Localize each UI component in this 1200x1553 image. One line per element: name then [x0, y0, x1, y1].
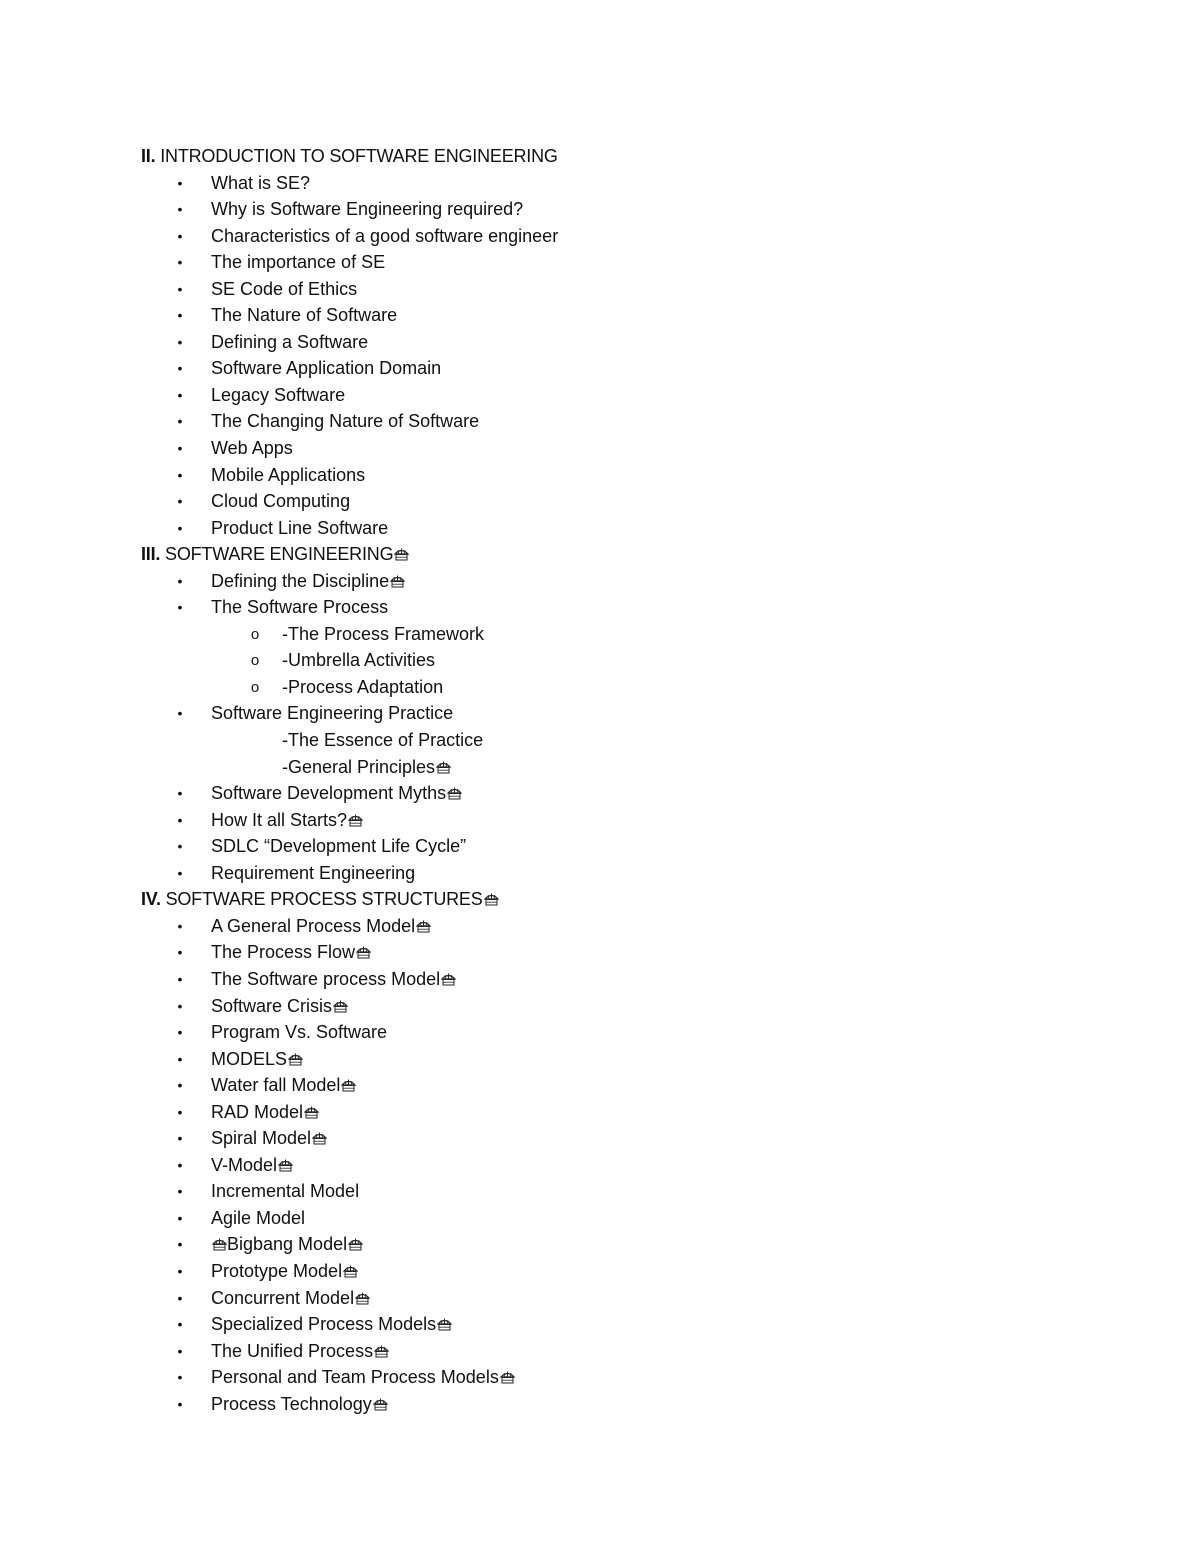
section-number: II.: [141, 146, 156, 166]
list-item: [0, 727, 1200, 754]
list-item-text: Water fall Model: [211, 1075, 341, 1096]
list-item: [0, 1391, 1200, 1418]
list-item: [0, 408, 1200, 435]
list-item-text: Defining the Discipline: [211, 570, 390, 591]
list-item: [0, 1338, 1200, 1365]
umbrella-glyph-icon: [484, 892, 499, 906]
list-item: [0, 170, 1200, 197]
sub-bullet-marker: o: [250, 625, 260, 643]
list-item: [0, 833, 1200, 860]
list-item: [0, 1364, 1200, 1391]
list-item-text: Software Engineering Practice: [211, 703, 454, 724]
umbrella-glyph-icon: [341, 1078, 356, 1092]
bullet-marker: •: [177, 1077, 183, 1094]
list-item: [0, 276, 1200, 303]
list-item: [0, 515, 1200, 542]
list-item: [0, 382, 1200, 409]
list-item: [0, 1046, 1200, 1073]
list-item-text: Mobile Applications: [211, 464, 366, 485]
bullet-marker: •: [177, 360, 183, 377]
list-item: [0, 302, 1200, 329]
course-outline: [0, 143, 1200, 1417]
list-item-text: -Umbrella Activities: [282, 650, 436, 671]
umbrella-glyph-icon: [416, 919, 431, 933]
list-item-text: Legacy Software: [211, 384, 346, 405]
umbrella-glyph-icon: [212, 1237, 227, 1251]
bullet-marker: •: [177, 1262, 183, 1279]
list-item-text: How It all Starts?: [211, 809, 348, 830]
list-item-text: The Software Process: [211, 597, 389, 618]
section-number: IV.: [141, 889, 161, 910]
list-item: [0, 780, 1200, 807]
list-item-text: Characteristics of a good software engineer: [211, 225, 559, 246]
bullet-marker: •: [177, 1024, 183, 1041]
umbrella-glyph-icon: [333, 999, 348, 1013]
list-item-text: The Nature of Software: [211, 305, 398, 326]
umbrella-glyph-icon: [278, 1158, 293, 1172]
list-item-text: The Process Flow: [211, 942, 356, 963]
list-item: [0, 621, 1200, 648]
list-item-text: Cloud Computing: [211, 491, 351, 512]
bullet-marker: •: [177, 386, 183, 403]
bullet-marker: •: [177, 1103, 183, 1120]
list-item: [0, 1205, 1200, 1232]
bullet-marker: •: [177, 997, 183, 1014]
umbrella-glyph-icon: [288, 1052, 303, 1066]
list-item-text: -The Essence of Practice: [282, 730, 484, 751]
bullet-marker: •: [177, 413, 183, 430]
bullet-marker: •: [177, 333, 183, 350]
list-item: [0, 860, 1200, 887]
list-item: [0, 1019, 1200, 1046]
bullet-marker: •: [177, 1183, 183, 1200]
list-item-text: The Changing Nature of Software: [211, 411, 480, 432]
umbrella-glyph-icon: [355, 1291, 370, 1305]
list-item-text: Requirement Engineering: [211, 862, 416, 883]
list-item: [0, 568, 1200, 595]
list-item-text: Incremental Model: [211, 1181, 360, 1202]
list-item-text: -General Principles: [282, 756, 436, 777]
list-item: [0, 939, 1200, 966]
bullet-marker: •: [177, 1209, 183, 1226]
umbrella-glyph-icon: [500, 1370, 515, 1384]
bullet-marker: •: [177, 811, 183, 828]
section-title: SOFTWARE ENGINEERING: [165, 544, 394, 565]
list-item: [0, 329, 1200, 356]
list-item: [0, 807, 1200, 834]
bullet-marker: •: [177, 466, 183, 483]
list-item-text: RAD Model: [211, 1101, 304, 1122]
list-item: [0, 1285, 1200, 1312]
bullet-marker: •: [177, 1156, 183, 1173]
list-item: [0, 1099, 1200, 1126]
list-item: [0, 1072, 1200, 1099]
bullet-marker: •: [177, 1316, 183, 1333]
list-item-text: Bigbang Model: [227, 1234, 348, 1255]
bullet-marker: •: [177, 838, 183, 855]
list-item: [0, 223, 1200, 250]
list-item-text: What is SE?: [211, 172, 311, 193]
list-item: [0, 435, 1200, 462]
bullet-marker: •: [177, 1395, 183, 1412]
list-item-text: Prototype Model: [211, 1260, 343, 1281]
section-title: INTRODUCTION TO SOFTWARE ENGINEERING: [160, 146, 558, 166]
list-item-text: Personal and Team Process Models: [211, 1367, 499, 1388]
list-item-text: Specialized Process Models: [211, 1314, 437, 1335]
list-item-text: Concurrent Model: [211, 1287, 355, 1308]
list-item-text: V-Model: [211, 1154, 278, 1175]
bullet-marker: •: [177, 280, 183, 297]
list-item: [0, 1125, 1200, 1152]
bullet-marker: •: [177, 493, 183, 510]
list-item: [0, 249, 1200, 276]
bullet-marker: •: [177, 785, 183, 802]
list-item: [0, 674, 1200, 701]
list-item: [0, 355, 1200, 382]
list-item-text: SE Code of Ethics: [211, 278, 358, 299]
list-item-text: Why is Software Engineering required?: [211, 199, 524, 220]
section-title: SOFTWARE PROCESS STRUCTURES: [165, 889, 483, 910]
list-item-text: Spiral Model: [211, 1128, 312, 1149]
umbrella-glyph-icon: [348, 813, 363, 827]
umbrella-glyph-icon: [374, 1344, 389, 1358]
list-item-text: Software Application Domain: [211, 358, 442, 379]
umbrella-glyph-icon: [390, 574, 405, 588]
bullet-marker: •: [177, 174, 183, 191]
list-item: [0, 594, 1200, 621]
list-item-text: -The Process Framework: [282, 623, 485, 644]
umbrella-glyph-icon: [312, 1131, 327, 1145]
list-item: [0, 1152, 1200, 1179]
umbrella-glyph-icon: [447, 786, 462, 800]
umbrella-glyph-icon: [348, 1237, 363, 1251]
section-heading: [0, 143, 1200, 170]
list-item: [0, 966, 1200, 993]
umbrella-glyph-icon: [441, 972, 456, 986]
bullet-marker: •: [177, 970, 183, 987]
list-item-text: -Process Adaptation: [282, 676, 444, 697]
list-item: [0, 462, 1200, 489]
umbrella-glyph-icon: [437, 1317, 452, 1331]
list-item: [0, 488, 1200, 515]
bullet-marker: •: [177, 917, 183, 934]
bullet-marker: •: [177, 440, 183, 457]
list-item-text: Product Line Software: [211, 517, 389, 538]
list-item: [0, 754, 1200, 781]
umbrella-glyph-icon: [343, 1264, 358, 1278]
list-item: [0, 700, 1200, 727]
bullet-marker: •: [177, 254, 183, 271]
umbrella-glyph-icon: [356, 945, 371, 959]
list-item: [0, 1258, 1200, 1285]
bullet-marker: •: [177, 705, 183, 722]
list-item-text: The importance of SE: [211, 252, 386, 273]
section-number: III.: [141, 544, 161, 565]
list-item-text: Program Vs. Software: [211, 1022, 388, 1043]
list-item-text: Software Development Myths: [211, 783, 447, 804]
list-item: [0, 196, 1200, 223]
bullet-marker: •: [177, 1289, 183, 1306]
list-item-text: SDLC “Development Life Cycle”: [211, 836, 467, 857]
bullet-marker: •: [177, 519, 183, 536]
section-heading: [0, 886, 1200, 913]
list-item: [0, 913, 1200, 940]
bullet-marker: •: [177, 572, 183, 589]
bullet-marker: •: [177, 1236, 183, 1253]
list-item: [0, 1311, 1200, 1338]
section-heading: [0, 541, 1200, 568]
umbrella-glyph-icon: [394, 547, 409, 561]
list-item-text: Process Technology: [211, 1393, 372, 1414]
list-item-text: Software Crisis: [211, 995, 333, 1016]
list-item-text: MODELS: [211, 1048, 288, 1069]
sub-bullet-marker: o: [250, 652, 260, 670]
sub-bullet-marker: o: [250, 678, 260, 696]
list-item: [0, 1231, 1200, 1258]
umbrella-glyph-icon: [304, 1105, 319, 1119]
bullet-marker: •: [177, 1369, 183, 1386]
list-item-text: Web Apps: [211, 438, 293, 459]
umbrella-glyph-icon: [436, 760, 451, 774]
list-item-text: A General Process Model: [211, 915, 416, 936]
bullet-marker: •: [177, 599, 183, 616]
list-item-text: Defining a Software: [211, 331, 369, 352]
bullet-marker: •: [177, 1050, 183, 1067]
bullet-marker: •: [177, 307, 183, 324]
list-item: [0, 993, 1200, 1020]
bullet-marker: •: [177, 944, 183, 961]
list-item-text: The Software process Model: [211, 968, 441, 989]
umbrella-glyph-icon: [373, 1397, 388, 1411]
list-item-text: Agile Model: [211, 1207, 306, 1228]
bullet-marker: •: [177, 1342, 183, 1359]
bullet-marker: •: [177, 1130, 183, 1147]
list-item: [0, 1178, 1200, 1205]
bullet-marker: •: [177, 201, 183, 218]
bullet-marker: •: [177, 227, 183, 244]
list-item-text: The Unified Process: [211, 1340, 374, 1361]
bullet-marker: •: [177, 864, 183, 881]
list-item: [0, 647, 1200, 674]
